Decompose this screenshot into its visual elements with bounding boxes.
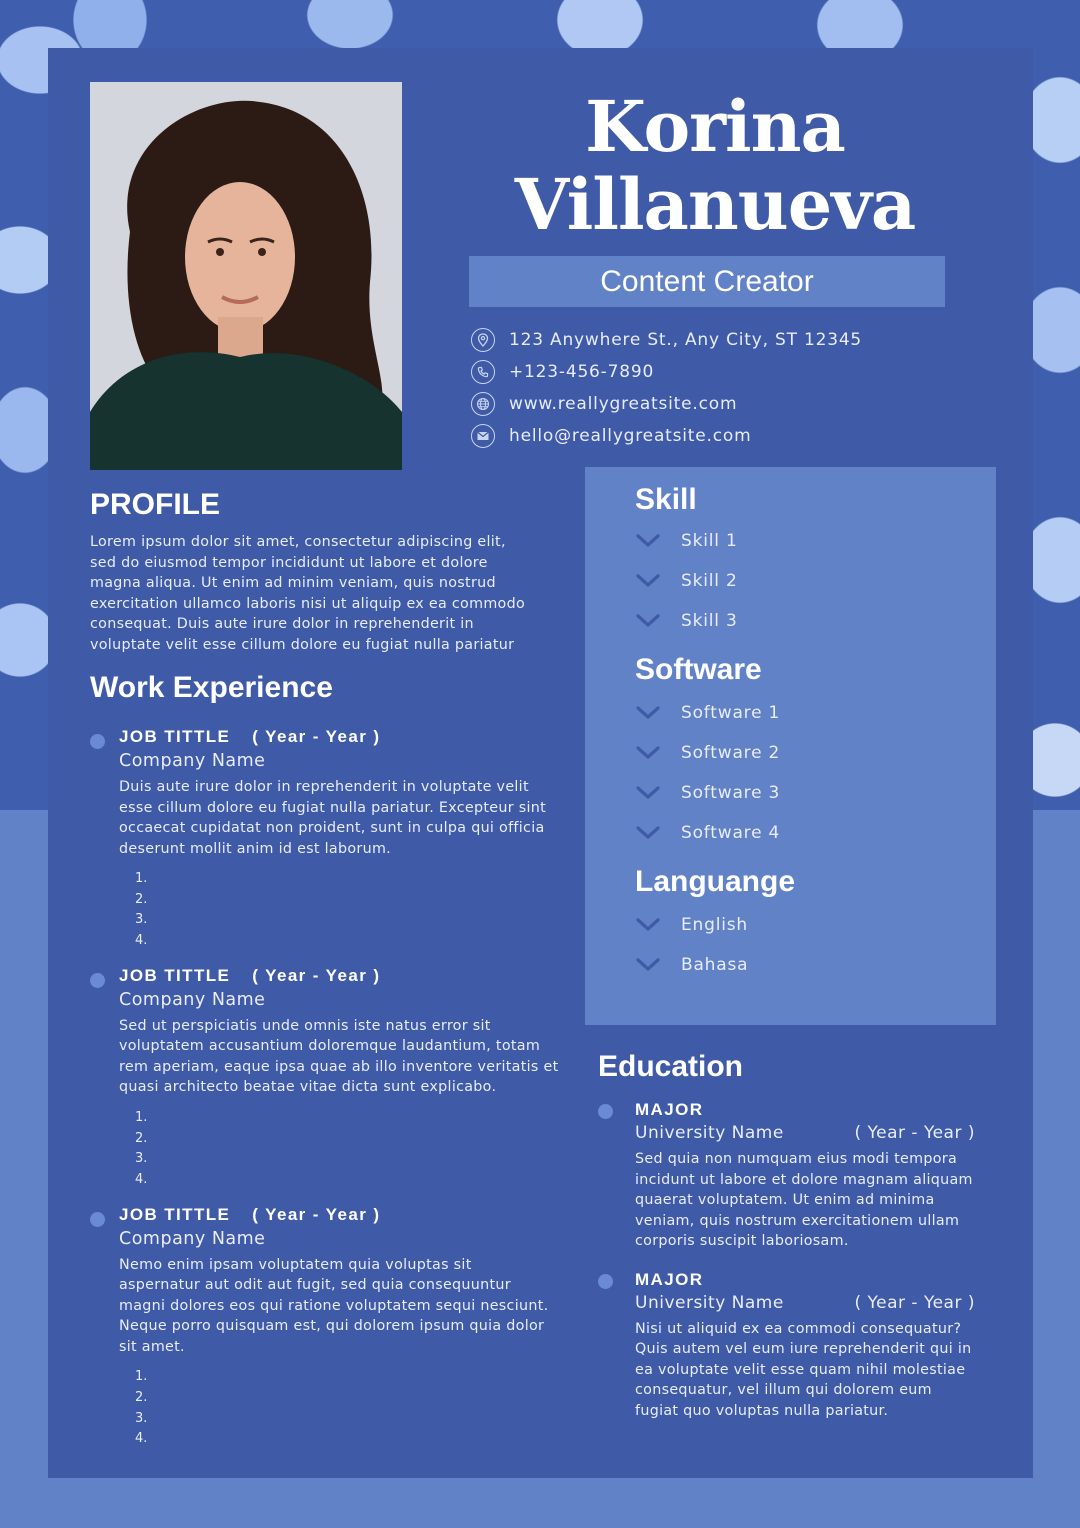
software-item: [635, 733, 975, 773]
language-item: [635, 945, 975, 985]
education-line: [635, 1123, 975, 1143]
education-heading: Education: [598, 1050, 744, 1083]
candidate-name: [470, 85, 960, 246]
university-name: University Name: [635, 1123, 784, 1143]
language-list: [635, 905, 975, 985]
list-item: 2.: [135, 1389, 148, 1405]
company-name: Company Name: [119, 1228, 266, 1249]
phone-text: +123-456-7890: [509, 362, 655, 382]
contact-address: [471, 324, 862, 356]
skill-list: [635, 521, 975, 641]
job-years: ( Year - Year ): [252, 1204, 381, 1224]
address-text: 123 Anywhere St., Any City, ST 12345: [509, 330, 863, 350]
skill-item: [635, 601, 975, 641]
language-item: [635, 905, 975, 945]
university-name: University Name: [635, 1292, 784, 1313]
list-item: 3.: [135, 1151, 148, 1167]
education-description: Sed quia non numquam eius modi tempora incidunt ut labore et dolore magnam aliquam quaerat voluptatem. Ut enim ad minima veniam, quis nostrum exercitationem ullam corporis suscipit laboriosam.: [635, 1151, 973, 1249]
software-item: [635, 773, 975, 813]
list-item: 1.: [135, 1109, 148, 1125]
skill-label: Skill 3: [681, 611, 738, 631]
language-heading: Languange: [635, 865, 796, 898]
contact-info: [471, 324, 862, 452]
job-title-row: [119, 727, 590, 747]
chevron-down-icon: [635, 572, 661, 590]
software-item: [635, 693, 975, 733]
profile-heading: PROFILE: [90, 488, 221, 521]
job-list: [119, 1108, 590, 1191]
skills-box-content: [635, 483, 975, 985]
profile-photo: [90, 82, 402, 470]
job-title-row: [119, 1205, 590, 1225]
chevron-down-icon: [635, 824, 661, 842]
education-major: MAJOR: [635, 1269, 704, 1289]
skill-item: [635, 561, 975, 601]
list-item: 4.: [135, 1171, 148, 1187]
globe-icon: [471, 392, 495, 416]
chevron-down-icon: [635, 784, 661, 802]
contact-website: [471, 388, 862, 420]
skill-item: [635, 521, 975, 561]
job-list: [119, 1367, 590, 1450]
bullet-dot: [598, 1104, 613, 1119]
chevron-down-icon: [635, 744, 661, 762]
list-item: 1.: [135, 1369, 148, 1385]
language-label: English: [681, 915, 748, 935]
website-text: www.reallygreatsite.com: [509, 394, 738, 414]
software-label: Software 4: [681, 823, 781, 843]
job-description: Nemo enim ipsam voluptatem quia voluptas sit aspernatur aut odit aut fugit, sed quia consequuntur magni dolores eos qui ratione voluptatem sequi nesciunt. Neque porro quisquam est, qui dolorem ipsum quia dolor sit amet.: [119, 1256, 549, 1355]
chevron-down-icon: [635, 532, 661, 550]
chevron-down-icon: [635, 612, 661, 630]
job-title-row: [119, 966, 590, 986]
software-heading: Software: [635, 653, 762, 686]
mail-icon: [471, 424, 495, 448]
job-description: Duis aute irure dolor in reprehenderit in voluptate velit esse cillum dolore eu fugiat nulla pariatur. Excepteur sint occaecat cupidatat non proident, sunt in culpa qui officia deserunt mollit anim id est laborum.: [119, 779, 547, 857]
skills-box: [585, 467, 996, 1025]
bullet-dot: [598, 1274, 613, 1289]
education-line: [635, 1293, 975, 1313]
contact-email: [471, 420, 862, 452]
software-label: Software 1: [681, 703, 781, 723]
list-item: 1.: [135, 871, 148, 886]
education-entry-2: [598, 1270, 988, 1422]
contact-phone: [471, 356, 862, 388]
job-title: JOB TITTLE: [119, 1204, 231, 1224]
profile-text: Lorem ipsum dolor sit amet, consectetur adipiscing elit, sed do eiusmod tempor incididunt ut labore et dolore magna aliqua. Ut enim ad minim veniam, quis nostrud exercitation ullamco laboris nisi ut aliquip ex ea commodo consequat. Duis aute irure dolor in reprehenderit in voluptate velit esse cillum dolore eu fugiat nulla pariatur: [90, 534, 526, 653]
phone-icon: [471, 360, 495, 384]
job-list: [119, 869, 590, 952]
bullet-dot: [90, 1212, 105, 1227]
job-years: ( Year - Year ): [252, 965, 381, 985]
job-years: ( Year - Year ): [252, 727, 381, 746]
last-name: Villanueva: [514, 163, 916, 246]
list-item: 4.: [135, 1431, 148, 1447]
chevron-down-icon: [635, 704, 661, 722]
list-item: 3.: [135, 912, 148, 928]
left-column: [90, 470, 590, 1450]
location-pin-icon: [471, 328, 495, 352]
education-entry-1: [598, 1100, 988, 1252]
company-name: Company Name: [119, 989, 266, 1010]
bullet-dot: [90, 973, 105, 988]
list-item: 3.: [135, 1410, 148, 1426]
job-description: Sed ut perspiciatis unde omnis iste natus error sit voluptatem accusantium doloremque laudantium, totam rem aperiam, eaque ipsa quae ab illo inventore veritatis et quasi architecto beatae vitae dicta sunt explicabo.: [119, 1017, 559, 1096]
education-section: [598, 1050, 988, 1421]
company-name: Company Name: [119, 751, 266, 771]
job-title: JOB TITTLE: [119, 965, 231, 985]
skill-label: Skill 1: [681, 531, 738, 551]
education-years: ( Year - Year ): [854, 1123, 975, 1143]
software-item: [635, 813, 975, 853]
job-entry-3: [90, 1205, 590, 1450]
skill-label: Skill 2: [681, 571, 738, 591]
list-item: 2.: [135, 891, 148, 907]
list-item: 2.: [135, 1130, 148, 1146]
email-text: hello@reallygreatsite.com: [509, 426, 752, 446]
software-label: Software 2: [681, 743, 781, 763]
work-heading: Work Experience: [90, 671, 333, 704]
chevron-down-icon: [635, 956, 661, 974]
job-role: Content Creator: [469, 256, 945, 307]
bullet-dot: [90, 734, 105, 749]
education-description: Nisi ut aliquid ex ea commodi consequatur? Quis autem vel eum iure reprehenderit qui in ea voluptate velit esse quam nihil molestiae consequatur, vel illum qui dolorem eum fugiat quo voluptas nulla pariatur.: [635, 1320, 972, 1419]
job-title: JOB TITTLE: [119, 727, 231, 746]
job-entry-2: [90, 966, 590, 1191]
language-label: Bahasa: [681, 955, 749, 975]
chevron-down-icon: [635, 916, 661, 934]
first-name: Korina: [585, 85, 845, 168]
software-label: Software 3: [681, 783, 781, 803]
software-list: [635, 693, 975, 853]
education-years: ( Year - Year ): [854, 1292, 975, 1313]
list-item: 4.: [135, 933, 148, 949]
education-major: MAJOR: [635, 1100, 704, 1119]
job-entry-1: [90, 727, 590, 952]
skill-heading: Skill: [635, 483, 697, 516]
